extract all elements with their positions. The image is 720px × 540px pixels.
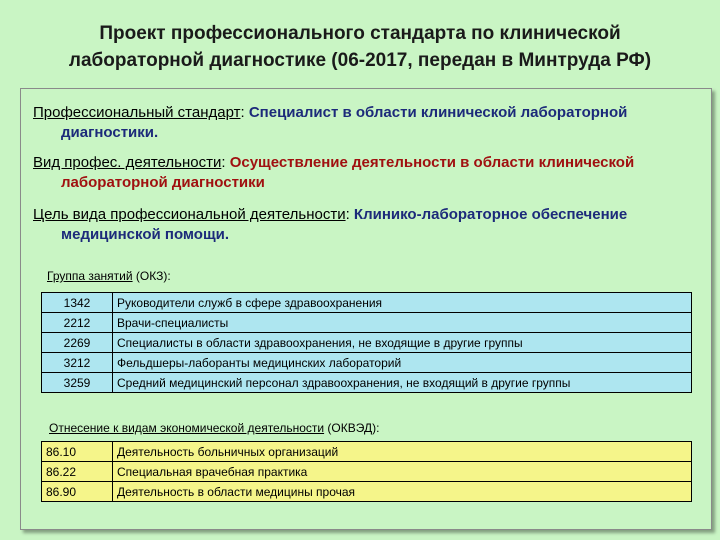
paragraph-value: Клинико-лабораторное обеспечение медицинской помощи. [61,206,628,243]
okz-code: 2212 [42,313,113,333]
content-panel [20,88,712,530]
okz-desc: Средний медицинский персонал здравоохранения, не входящий в другие группы [113,373,692,393]
table-row [42,293,692,313]
okved-code: 86.22 [42,462,113,482]
table-row [42,313,692,333]
table-row [42,462,692,482]
title-line-2: лабораторной диагностике (06-2017, передан в Минтруда РФ) [68,50,652,71]
okz-desc: Фельдшеры-лаборанты медицинских лабораторий [113,353,692,373]
table-row [42,353,692,373]
okz-heading-underlined: Группа занятий [47,269,133,283]
paragraph-activity-type: Вид профес. деятельности: Осуществление деятельности в области клинической лабораторной диагностики [33,154,635,191]
paragraph-label: Профессиональный стандарт [33,104,241,121]
okved-code: 86.10 [42,442,113,462]
okz-heading-rest: (ОКЗ): [132,269,171,283]
okved-desc: Специальная врачебная практика [113,462,692,482]
okved-heading [49,421,379,435]
paragraph-value: Специалист в области клинической лабораторной диагностики. [61,104,628,141]
table-row [42,373,692,393]
okz-desc: Руководители служб в сфере здравоохранения [113,293,692,313]
okz-desc: Врачи-специалисты [113,313,692,333]
okved-desc: Деятельность в области медицины прочая [113,482,692,502]
okved-heading-underlined: Отнесение к видам экономической деятельности [49,421,325,435]
table-row [42,482,692,502]
okz-code: 3212 [42,353,113,373]
okz-table [41,292,692,393]
paragraph-prof-standard: Профессиональный стандарт: Специалист в области клинической лабораторной диагностики. [33,104,628,141]
page-title [0,20,720,74]
table-row [42,333,692,353]
okved-code: 86.90 [42,482,113,502]
okved-table [41,441,692,502]
okz-code: 3259 [42,373,113,393]
okved-heading-rest: (ОКВЭД): [324,421,380,435]
paragraph-value: Осуществление деятельности в области клинической лабораторной диагностики [61,154,635,191]
okz-code: 2269 [42,333,113,353]
title-line-1: Проект профессионального стандарта по клинической [99,23,621,44]
paragraph-label: Вид профес. деятельности [33,154,222,171]
paragraph-label: Цель вида профессиональной деятельности [33,206,346,223]
table-row [42,442,692,462]
okved-desc: Деятельность больничных организаций [113,442,692,462]
okz-heading [47,269,171,283]
okz-code: 1342 [42,293,113,313]
paragraph-activity-goal: Цель вида профессиональной деятельности: Клинико-лабораторное обеспечение медицинской помощи. [33,206,628,243]
okz-desc: Специалисты в области здравоохранения, не входящие в другие группы [113,333,692,353]
